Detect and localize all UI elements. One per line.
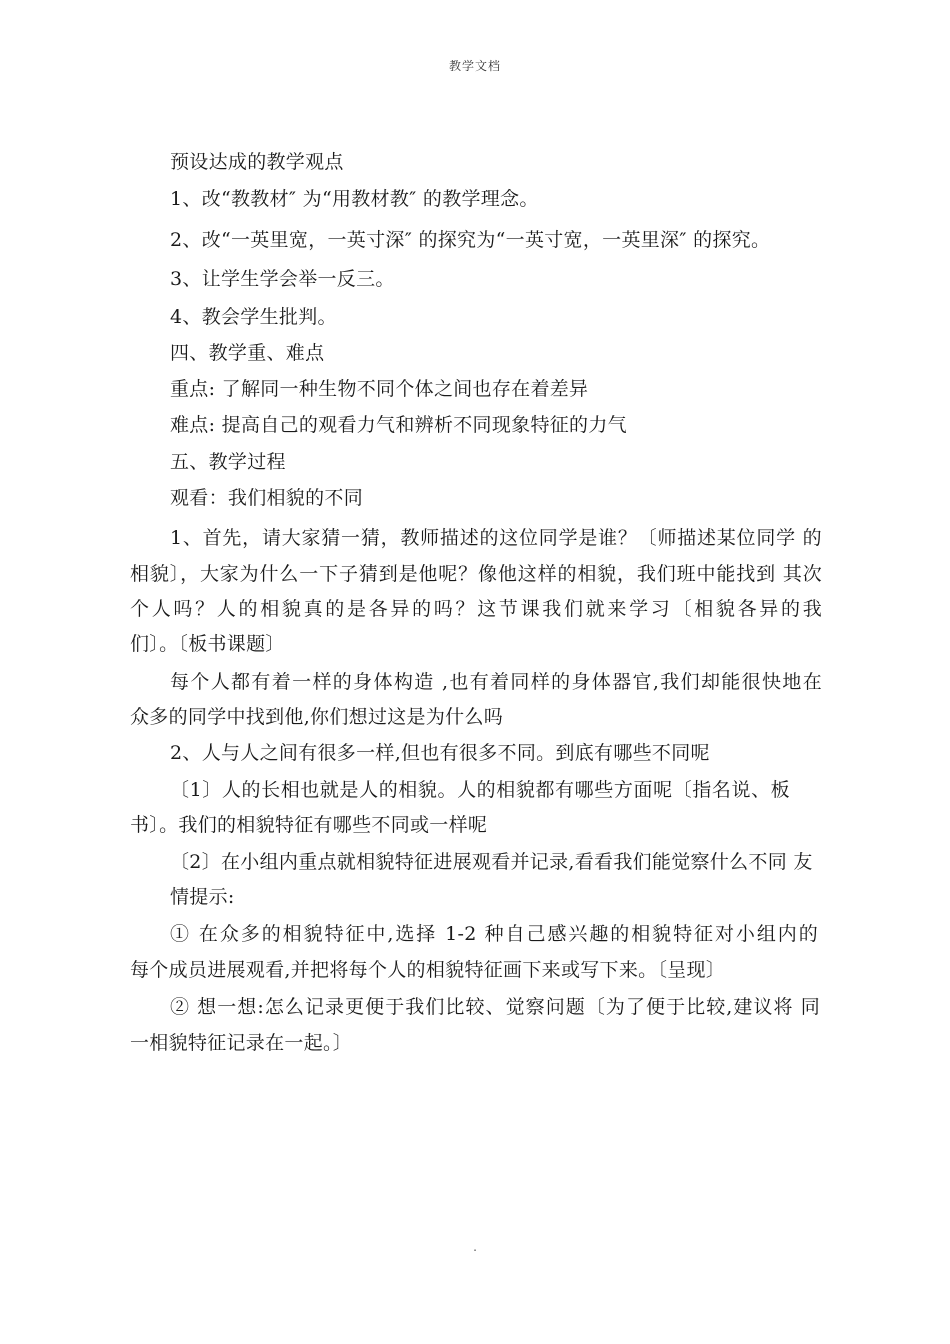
key-point-text: 重点: 了解同一种生物不同个体之间也存在着差异 (170, 378, 589, 400)
tip-item-1-line-2: 每个成员进展观看,并把将每个人的相貌特征画下来或写下来。〔呈现〕 (130, 959, 726, 981)
tip-item-2-line-2: 一相貌特征记录在一起。〕 (130, 1032, 353, 1054)
viewpoint-item-2: 2、改“一英里宽，一英寸深″ 的探究为“一英寸宽，一英里深″ 的探究。 (170, 229, 771, 251)
paragraph-1-line-4: 们〕。〔板书课题〕 (130, 633, 285, 655)
paragraph-1-line-3: 个人吗？人的相貌真的是各异的吗？这节课我们就来学习〔相貌各异的我 (130, 598, 822, 620)
viewpoint-item-1: 1、改“教教材″ 为“用教材教″ 的教学理念。 (170, 188, 539, 210)
paragraph-2-line-2: 众多的同学中找到他,你们想过这是为什么吗 (130, 706, 504, 728)
difficult-point-text: 难点: 提高自己的观看力气和辨析不同现象特征的力气 (170, 414, 627, 436)
paragraph-1-line-1: 1、首先，请大家猜一猜，教师描述的这位同学是谁？〔师描述某位同学 的 (170, 527, 822, 549)
section-heading-viewpoints: 预设达成的教学观点 (170, 151, 344, 173)
page-footer-mark: . (473, 1240, 477, 1254)
paragraph-4-line-2: 书〕。我们的相貌特征有哪些不同或一样呢 (130, 814, 488, 836)
tip-item-2-line-1: ② 想一想:怎么记录更便于我们比较、觉察问题〔为了便于比较,建议将 同 (170, 996, 820, 1018)
paragraph-2-line-1: 每个人都有着一样的身体构造 ,也有着同样的身体器官,我们却能很快地在 (170, 671, 822, 693)
paragraph-1-line-2: 相貌〕，大家为什么一下子猜到是他呢？像他这样的相貌，我们班中能找到 其次 (130, 563, 822, 585)
page-header: 教学文档 (448, 59, 501, 73)
paragraph-4-line-1: 〔1〕人的长相也就是人的相貌。人的相貌都有哪些方面呢〔指名说、板 (170, 779, 790, 801)
paragraph-5-line-1: 〔2〕在小组内重点就相貌特征进展观看并记录,看看我们能觉察什么不同 友 (170, 851, 813, 873)
section-heading-key-points: 四、教学重、难点 (170, 342, 325, 364)
viewpoint-item-3: 3、让学生学会举一反三。 (170, 268, 395, 290)
paragraph-5-line-2: 情提示: (170, 886, 235, 908)
subheading-observe: 观看：我们相貌的不同 (170, 487, 364, 509)
tip-item-1-line-1: ① 在众多的相貌特征中,选择 1-2 种自己感兴趣的相貌特征对小组内的 (170, 923, 818, 945)
viewpoint-item-4: 4、教会学生批判。 (170, 306, 337, 328)
paragraph-3: 2、人与人之间有很多一样,但也有很多不同。到底有哪些不同呢 (170, 742, 710, 764)
section-heading-process: 五、教学过程 (170, 451, 286, 473)
